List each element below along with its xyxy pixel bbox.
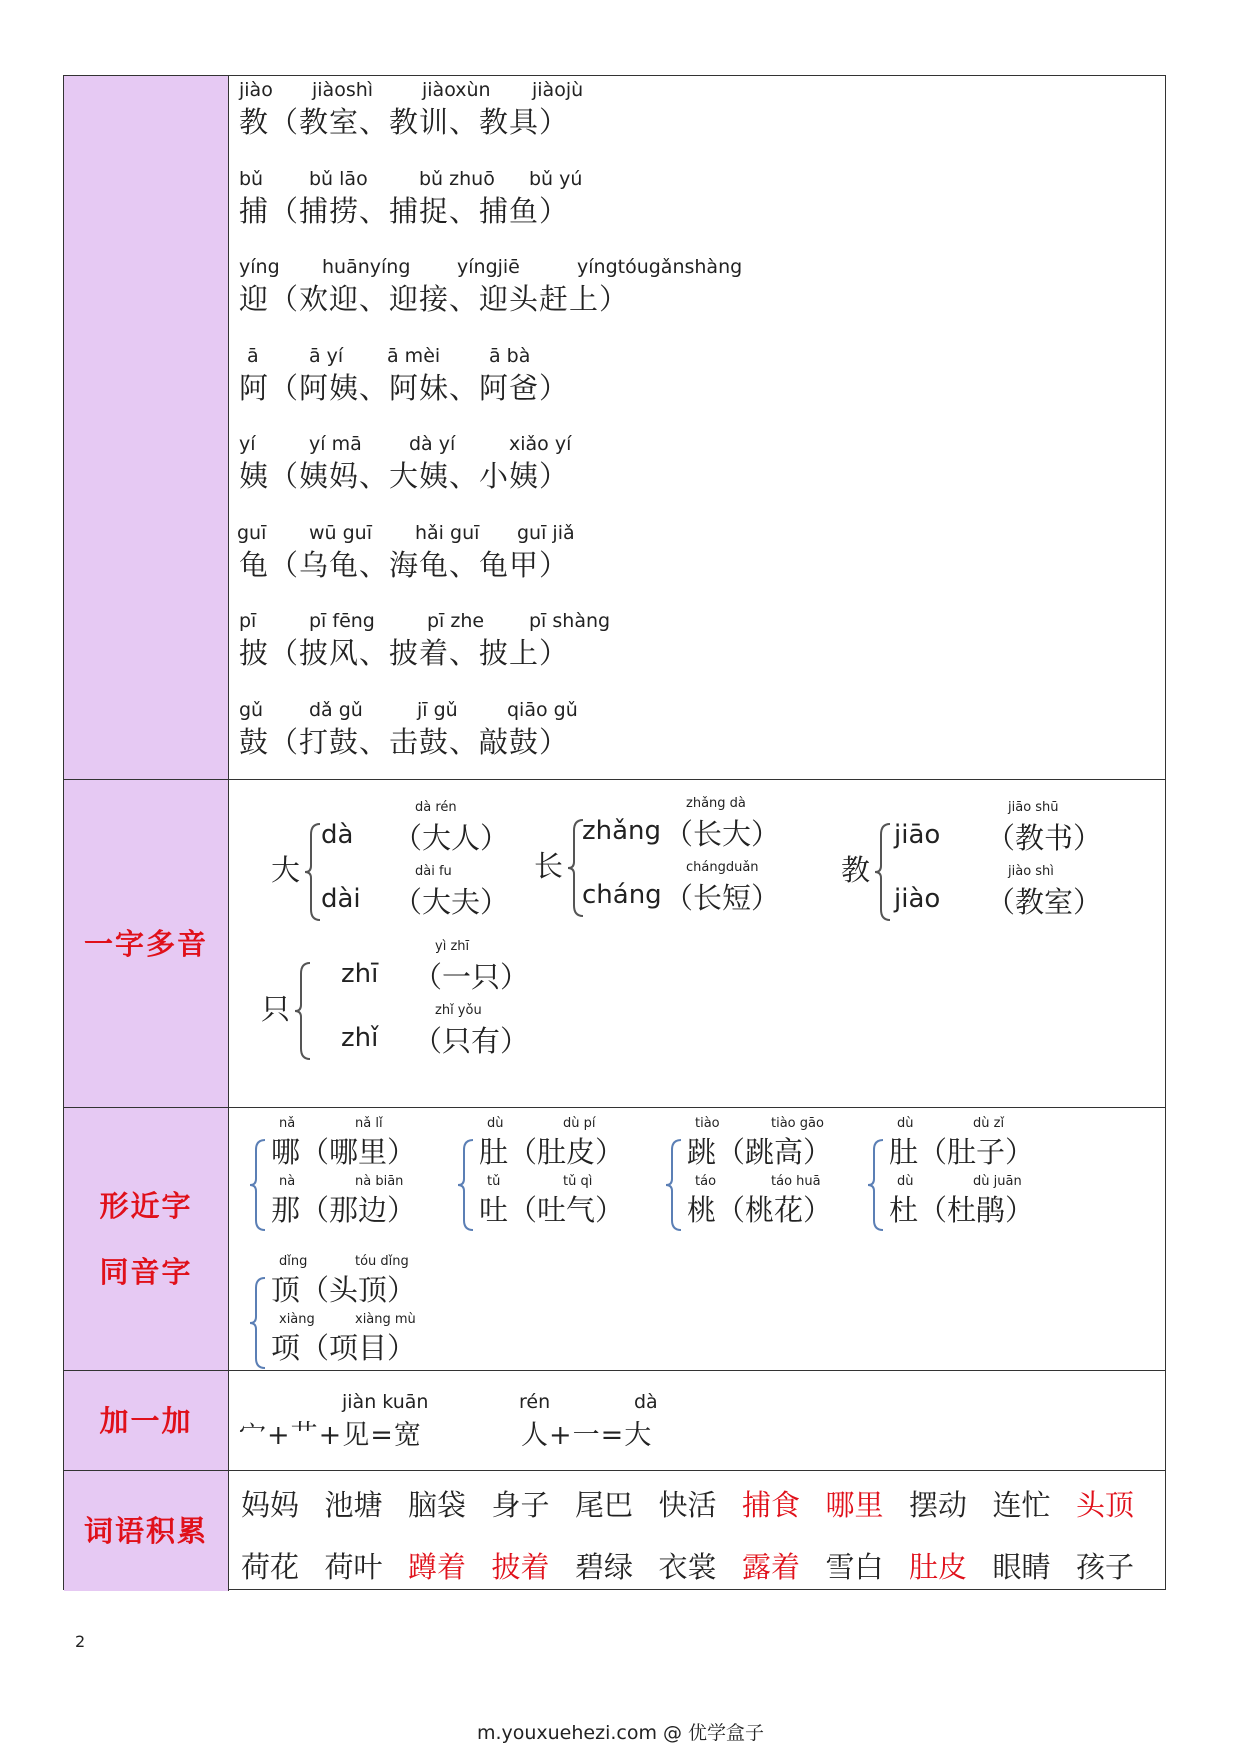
polyphonic-brace [304,822,322,926]
polyphonic-char: 只 [261,992,291,1026]
section-label-empty [64,76,229,779]
entry-pinyin: yí [239,433,256,455]
brace-icon [304,822,322,922]
similar-char-pinyin: nà [279,1174,296,1189]
entry-pinyin: pī zhe [427,610,485,632]
similar-word-pinyin: tóu dǐng [355,1254,409,1269]
brace-icon [294,961,312,1061]
polyphonic-word-pinyin: zhǐ yǒu [435,1003,482,1018]
polyphonic-brace [874,822,892,926]
similar-line: 吐（吐气） [479,1193,625,1227]
similar-brace [249,1276,267,1374]
section-character-words [64,76,1165,779]
similar-word-pinyin: tǔ qì [563,1174,593,1189]
similar-line: 顶（头顶） [271,1273,417,1307]
similar-word-pinyin: dù juān [973,1174,1022,1189]
polyphonic-word-pinyin: chángduǎn [686,860,759,875]
similar-char-pinyin: tǔ [487,1174,501,1189]
label-text-2: 同音字 [99,1255,193,1289]
polyphonic-word: （长大） [664,817,781,851]
entry-pinyin: bǔ [239,167,264,190]
vocab-word: 荷花 [241,1550,300,1584]
similar-word-pinyin: dù zǐ [973,1116,1005,1131]
similar-line: 桃（桃花） [687,1193,833,1227]
similar-line: 项（项目） [271,1331,417,1365]
entry-pinyin: dà yí [409,433,456,455]
entry-pinyin: guī jiǎ [517,521,575,544]
polyphonic-word: （一只） [413,960,530,994]
polyphonic-word: （大人） [393,821,510,855]
polyphonic-word: （长短） [664,881,781,915]
polyphonic-pinyin: zhǎng [582,816,662,846]
entry-pinyin: pī [239,610,257,632]
similar-word-pinyin: táo huā [771,1174,821,1189]
section-label-addition [64,1371,229,1470]
polyphonic-word-pinyin: jiào shì [1008,864,1054,879]
entry-pinyin: bǔ lāo [309,167,368,190]
similar-line: 杜（杜鹃） [889,1193,1035,1227]
similar-word-pinyin: nǎ lǐ [355,1116,383,1131]
section-word-bank [64,1470,1165,1591]
entry-pinyin: jiàojù [532,79,584,101]
vocab-word: 雪白 [825,1550,884,1584]
similar-brace [867,1138,885,1236]
similar-line: 哪（哪里） [271,1135,417,1169]
entry-pinyin: ā yí [309,344,344,367]
vocab-word: 妈妈 [241,1488,300,1522]
vocab-word: 脑袋 [408,1488,467,1522]
polyphonic-pinyin: jiào [894,884,941,914]
section-label-polyphonic [64,780,229,1107]
vocab-word: 眼睛 [992,1550,1051,1584]
entry-pinyin: jiào [239,79,273,101]
polyphonic-pinyin: zhǐ [341,1023,379,1053]
polyphonic-groups [229,780,1165,1107]
polyphonic-pinyin: dà [321,820,354,850]
similar-word-pinyin: nà biān [355,1174,404,1189]
entry-line: 迎（欢迎、迎接、迎头赶上） [239,282,630,316]
eq2-pinyin-1: rén [519,1391,551,1413]
similar-word-pinyin: tiào gāo [771,1116,824,1131]
similar-char-pinyin: dǐng [279,1254,308,1269]
section-label-word-bank [64,1471,229,1591]
polyphonic-word-pinyin: zhǎng dà [686,796,746,811]
similar-brace [457,1138,475,1236]
polyphonic-word: （大夫） [393,885,510,919]
polyphonic-word-pinyin: yì zhī [435,939,470,954]
entry-pinyin: dǎ gǔ [309,698,363,721]
entry-pinyin: ā bà [489,344,531,367]
eq2-expression: 人+一=大 [521,1420,653,1451]
entry-pinyin: jī gǔ [417,698,458,721]
section-addition [64,1370,1165,1470]
similar-char-pinyin: dù [897,1174,914,1189]
polyphonic-char: 教 [841,853,871,887]
similar-word-pinyin: dù pí [563,1116,596,1131]
entry-pinyin: hǎi guī [415,521,480,544]
vocab-word: 露着 [742,1550,801,1584]
polyphonic-brace [294,961,312,1065]
section-similar-chars [64,1107,1165,1370]
label-text: 加一加 [99,1403,193,1438]
entry-line: 阿（阿姨、阿妹、阿爸） [239,370,570,405]
entry-line: 教（教室、教训、教具） [239,105,570,139]
character-word-list [229,76,1165,779]
entry-pinyin: wū guī [309,521,373,544]
brace-icon [874,822,892,922]
entry-pinyin: huānyíng [322,256,411,278]
polyphonic-pinyin: jiāo [894,820,941,850]
entry-pinyin: ā [247,344,259,367]
eq2-pinyin-2: dà [634,1391,658,1413]
polyphonic-word: （教书） [986,821,1103,855]
polyphonic-word: （只有） [413,1024,530,1058]
addition-equations [229,1371,1165,1470]
vocab-word: 披着 [491,1550,550,1584]
similar-line: 那（那边） [271,1193,417,1227]
entry-pinyin: jiàoxùn [422,79,491,101]
entry-pinyin: pī shàng [529,610,611,632]
similar-line: 肚（肚子） [889,1135,1035,1169]
similar-char-pinyin: dù [487,1116,504,1131]
similar-char-pinyin: tiào [695,1116,720,1131]
vocab-word: 碧绿 [575,1550,634,1584]
polyphonic-pinyin: cháng [582,880,662,910]
entry-pinyin: ā mèi [387,344,441,367]
entry-pinyin: jiàoshì [312,79,374,101]
polyphonic-pinyin: dài [321,884,361,914]
vocabulary-table [63,75,1166,1590]
entry-line: 捕（捕捞、捕捉、捕鱼） [239,193,570,228]
vocab-word: 衣裳 [658,1550,717,1584]
entry-pinyin: gǔ [239,698,264,721]
page-number: 2 [75,1632,86,1651]
entry-pinyin: bǔ yú [529,167,583,190]
entry-line: 姨（姨妈、大姨、小姨） [239,459,570,493]
entry-line: 披（披风、披着、披上） [239,636,570,670]
vocab-word: 哪里 [825,1488,884,1522]
entry-pinyin: yíngtóugǎnshàng [577,256,743,278]
eq1-pinyin: jiàn kuān [342,1391,429,1413]
similar-line: 跳（跳高） [687,1135,833,1169]
vocab-word: 身子 [491,1488,550,1522]
vocab-word: 蹲着 [408,1550,467,1584]
polyphonic-word-pinyin: jiāo shū [1008,800,1059,815]
brace-icon [867,1138,885,1232]
vocab-word: 荷叶 [324,1550,383,1584]
section-label-similar [64,1108,229,1370]
entry-pinyin: yí mā [309,433,362,455]
polyphonic-char: 大 [271,853,301,887]
brace-icon [249,1276,267,1370]
entry-pinyin: xiǎo yí [509,433,572,455]
label-text-1: 形近字 [99,1189,193,1223]
similar-char-pinyin: xiàng [279,1312,315,1327]
similar-char-groups [229,1108,1165,1370]
entry-line: 鼓（打鼓、击鼓、敲鼓） [239,724,570,759]
footer-watermark: m.youxuehezi.com @ 优学盒子 [476,1722,765,1744]
entry-pinyin: bǔ zhuō [419,167,495,190]
polyphonic-pinyin: zhī [341,959,379,989]
vocab-word: 快活 [658,1488,717,1522]
similar-char-pinyin: táo [695,1174,717,1189]
entry-pinyin: qiāo gǔ [507,698,578,721]
brace-icon [457,1138,475,1232]
similar-char-pinyin: nǎ [279,1116,296,1131]
entry-pinyin: yíng [239,256,280,278]
label-text: 一字多音 [83,926,208,961]
vocab-word: 摆动 [909,1488,968,1522]
similar-brace [249,1138,267,1236]
entry-pinyin: yíngjiē [457,256,520,278]
polyphonic-word-pinyin: dà rén [415,800,457,815]
brace-icon [665,1138,683,1232]
vocab-word: 尾巴 [575,1488,634,1522]
entry-pinyin: guī [237,521,267,544]
similar-char-pinyin: dù [897,1116,914,1131]
word-bank [229,1471,1165,1591]
similar-word-pinyin: xiàng mù [355,1312,416,1327]
vocab-word: 头顶 [1076,1488,1135,1522]
brace-icon [249,1138,267,1232]
vocab-word: 肚皮 [909,1550,968,1584]
entry-line: 龟（乌龟、海龟、龟甲） [239,547,570,582]
similar-line: 肚（肚皮） [479,1135,625,1169]
label-text: 词语积累 [83,1514,208,1548]
entry-pinyin: pī fēng [309,610,375,632]
polyphonic-char: 长 [534,849,564,883]
similar-brace [665,1138,683,1236]
polyphonic-word: （教室） [986,885,1103,919]
vocab-word: 池塘 [324,1488,383,1522]
polyphonic-word-pinyin: dài fu [415,864,452,879]
vocab-word: 连忙 [992,1488,1051,1522]
section-polyphonic [64,779,1165,1107]
vocab-word: 捕食 [742,1488,801,1522]
vocab-word: 孩子 [1076,1550,1135,1584]
eq1-expression: 宀+艹+见=宽 [239,1420,422,1451]
